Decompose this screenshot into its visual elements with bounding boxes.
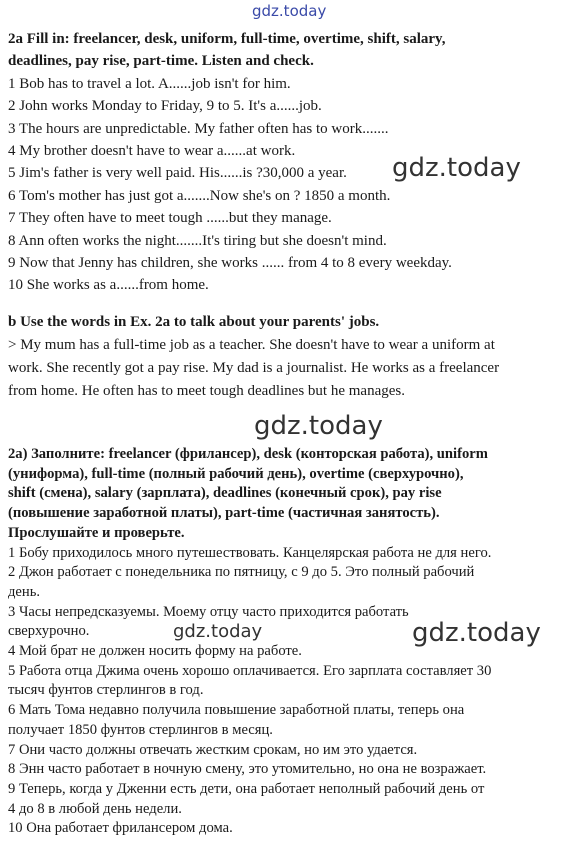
translation-line: день. (8, 583, 41, 600)
list-item: 4 My brother doesn't have to wear a......at work. (8, 143, 296, 160)
translation-line: получает 1850 фунтов стерлингов в месяц. (8, 721, 273, 738)
translation-line: 10 Она работает фрилансером дома. (8, 820, 233, 837)
example-text-line: > My mum has a full-time job as a teacher. She doesn't have to wear a uniform at (8, 337, 495, 353)
list-item: 10 She works as a......from home. (8, 277, 209, 294)
exercise-2b-english (8, 311, 576, 403)
translation-heading: (повышение заработной платы), part-time (частичная занятость). (8, 505, 440, 522)
translation-line: 3 Часы непредсказуемы. Моему отцу часто приходится работать (8, 603, 409, 620)
translation-heading: shift (смена), salary (зарплата), deadlines (конечный срок), pay rise (8, 485, 442, 502)
translation-line: тысяч фунтов стерлингов в год. (8, 682, 204, 699)
example-text-line: work. She recently got a pay rise. My dad is a journalist. He works as a freelancer (8, 360, 500, 376)
translation-heading: (униформа), full-time (полный рабочий день), overtime (сверхурочно), (8, 465, 464, 482)
translation-line: 2 Джон работает с понедельника по пятницу, с 9 до 5. Это полный рабочий (8, 564, 475, 581)
watermark: gdz.today (392, 153, 521, 183)
example-text-line: from home. He often has to meet tough deadlines but he manages. (8, 383, 405, 399)
translation-line: 6 Мать Тома недавно получила повышение заработной платы, теперь она (8, 702, 465, 719)
translation-line: 4 Мой брат не должен носить форму на работе. (8, 643, 302, 660)
watermark: gdz.today (173, 621, 263, 642)
translation-line: 8 Энн часто работает в ночную смену, это утомительно, но она не возражает. (8, 761, 487, 778)
list-item: 1 Bob has to travel a lot. A......job isn't for him. (8, 75, 291, 92)
translation-line: 9 Теперь, когда у Дженни есть дети, она работает неполный рабочий день от (8, 780, 485, 797)
watermark-top: gdz.today (252, 2, 327, 20)
exercise-b-heading: b Use the words in Ex. 2a to talk about your parents' jobs. (8, 314, 380, 330)
list-item: 6 Tom's mother has just got a.......Now she's on ? 1850 a month. (8, 187, 391, 204)
translation-line: сверхурочно. (8, 623, 90, 640)
watermark: gdz.today (254, 411, 383, 441)
list-item: 5 Jim's father is very well paid. His......is ?30,000 a year. (8, 165, 347, 182)
exercise-heading-cont: deadlines, pay rise, part-time. Listen and check. (8, 53, 314, 70)
translation-line: 4 до 8 в любой день недели. (8, 800, 182, 817)
list-item: 2 John works Monday to Friday, 9 to 5. It's a......job. (8, 98, 322, 115)
exercise-heading: 2a Fill in: freelancer, desk, uniform, full-time, overtime, shift, salary, (8, 31, 446, 47)
list-item: 3 The hours are unpredictable. My father often has to work....... (8, 120, 389, 137)
list-item: 9 Now that Jenny has children, she works ...... from 4 to 8 every weekday. (8, 255, 452, 272)
translation-heading: Прослушайте и проверьте. (8, 524, 185, 541)
translation-line: 5 Работа отца Джима очень хорошо оплачивается. Его зарплата составляет 30 (8, 662, 492, 679)
list-item: 7 They often have to meet tough ......but they manage. (8, 210, 332, 227)
list-item: 8 Ann often works the night.......It's tiring but she doesn't mind. (8, 232, 387, 249)
translation-line: 7 Они часто должны отвечать жестким срокам, но им это удается. (8, 741, 418, 758)
watermark: gdz.today (412, 618, 541, 648)
translation-heading: 2а) Заполните: freelancer (фрилансер), desk (конторская работа), uniform (8, 446, 488, 462)
translation-line: 1 Бобу приходилось много путешествовать. Канцелярская работа не для него. (8, 544, 492, 561)
